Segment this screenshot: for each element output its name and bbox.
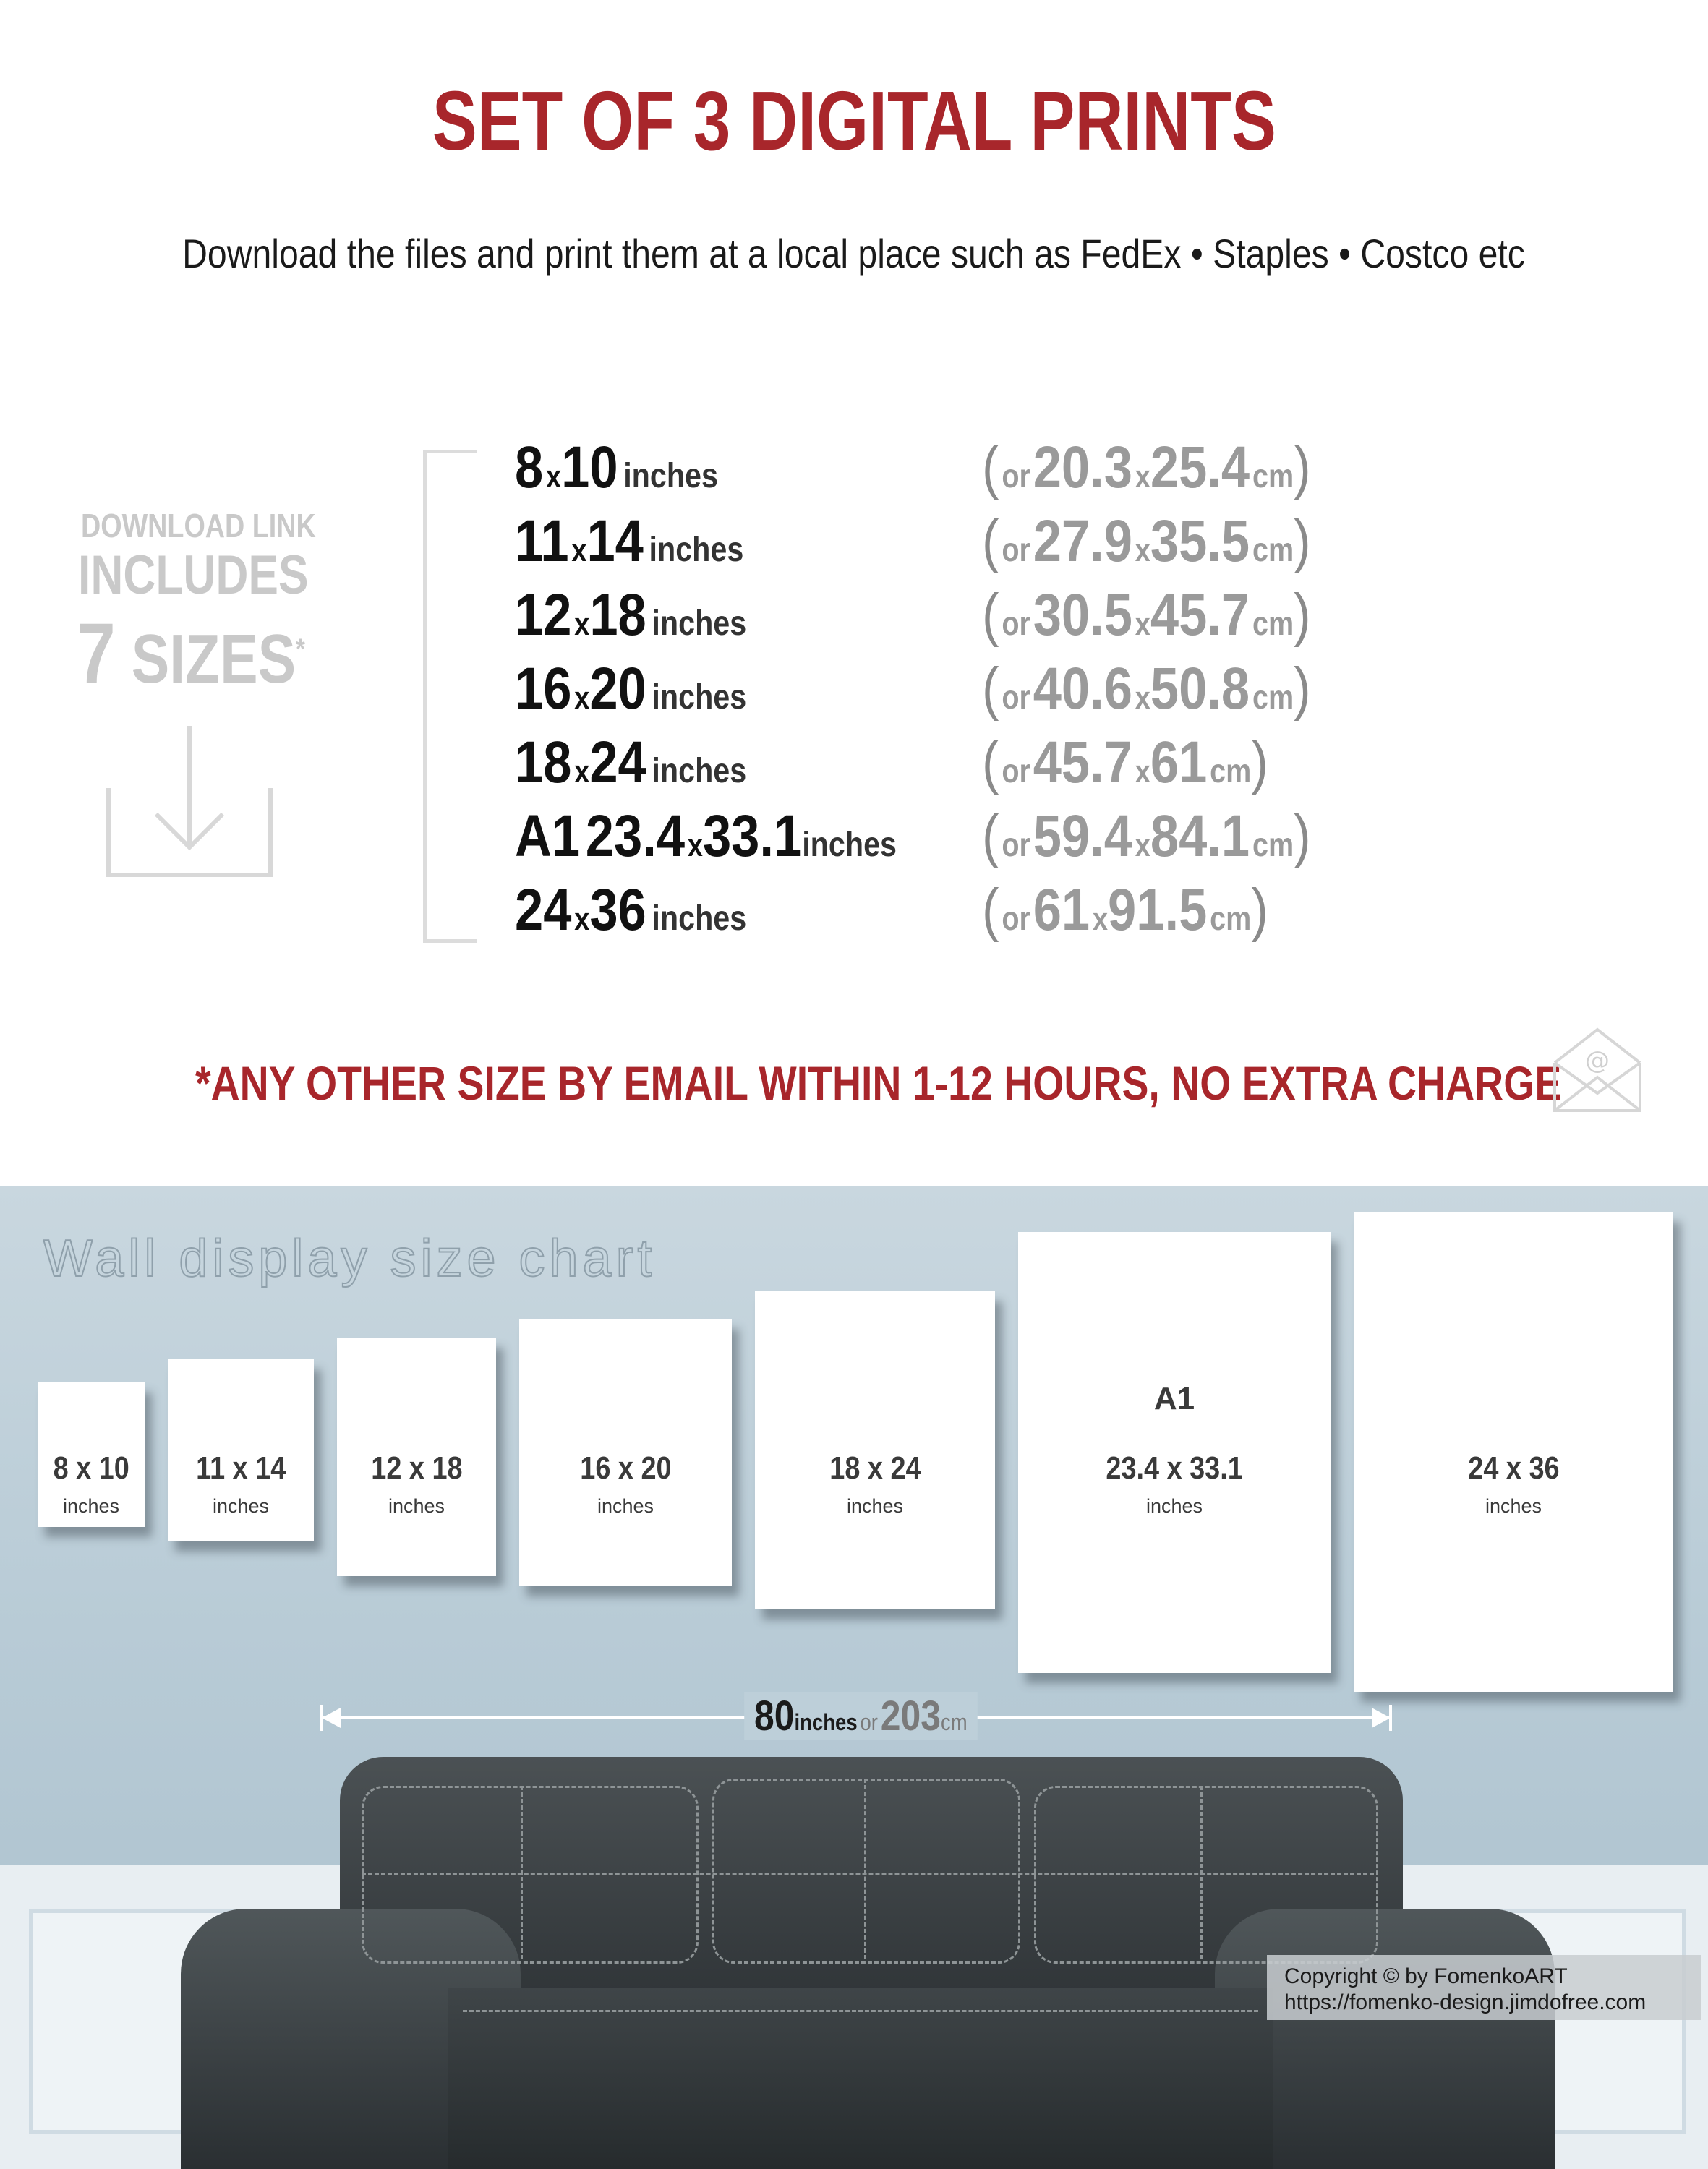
size-cm-width: 27.9 bbox=[1033, 508, 1132, 574]
frame-series-label: A1 bbox=[1153, 1381, 1195, 1416]
size-width: 24 bbox=[515, 877, 572, 943]
size-x: x bbox=[574, 607, 590, 642]
size-cm-width: 20.3 bbox=[1033, 435, 1132, 500]
arrow-right-icon bbox=[1372, 1708, 1391, 1728]
frame-6 bbox=[1018, 1232, 1331, 1673]
size-cm-width: 30.5 bbox=[1033, 582, 1132, 648]
size-cm-unit: cm bbox=[1210, 899, 1252, 937]
size-cm-height: 25.4 bbox=[1150, 435, 1250, 500]
size-x: x bbox=[1135, 533, 1150, 568]
size-x: x bbox=[571, 533, 587, 568]
size-unit: inches bbox=[652, 678, 747, 716]
size-cm-height: 61 bbox=[1150, 730, 1208, 795]
size-cm: ( or 45.7 x61 cm) bbox=[982, 730, 1268, 795]
size-inches bbox=[515, 434, 718, 502]
frame-size-label: 11 x 14 bbox=[195, 1450, 286, 1486]
size-cm-unit: cm bbox=[1252, 531, 1294, 568]
size-row bbox=[0, 655, 1446, 727]
size-row bbox=[0, 729, 1446, 801]
size-x: x bbox=[1092, 902, 1109, 937]
size-row bbox=[0, 876, 1446, 949]
size-inches bbox=[515, 876, 746, 944]
size-or: or bbox=[1002, 899, 1030, 937]
size-row bbox=[0, 803, 1446, 875]
subtitle: Download the files and print them at a local place such as FedEx • Staples • Costco etc bbox=[182, 231, 1526, 276]
size-width: 11 bbox=[515, 508, 569, 574]
size-x: x bbox=[574, 754, 590, 790]
size-unit: inches bbox=[652, 899, 747, 938]
size-inches bbox=[515, 508, 743, 576]
frame-unit-label: inches bbox=[597, 1495, 654, 1517]
size-x: x bbox=[1135, 607, 1150, 642]
frame-size-label: 24 x 36 bbox=[1467, 1450, 1560, 1486]
chart-title: Wall display size chart bbox=[43, 1230, 657, 1288]
custom-size-note: *ANY OTHER SIZE BY EMAIL WITHIN 1-12 HOURS, NO EXTRA CHARGE bbox=[195, 1056, 1562, 1110]
size-height: 10 bbox=[561, 435, 618, 500]
copyright-url: https://fomenko-design.jimdofree.com bbox=[1284, 1990, 1647, 2014]
frame-unit-label: inches bbox=[62, 1495, 120, 1517]
badge-sizes-label: SIZES bbox=[131, 620, 296, 698]
size-cm: ( or 30.5 x45.7 cm) bbox=[982, 582, 1311, 648]
size-row bbox=[0, 508, 1446, 580]
frame-size-label: 16 x 20 bbox=[579, 1450, 672, 1486]
frame-3 bbox=[337, 1338, 496, 1576]
size-cm-unit: cm bbox=[1252, 457, 1294, 495]
size-cm: ( or 59.4 x84.1 cm) bbox=[982, 803, 1311, 869]
frame-unit-label: inches bbox=[1485, 1495, 1542, 1517]
size-cm-height: 45.7 bbox=[1150, 582, 1250, 648]
frame-unit-label: inches bbox=[846, 1495, 904, 1517]
frame-7 bbox=[1354, 1212, 1673, 1692]
email-icon bbox=[1552, 1027, 1643, 1115]
size-unit: inches bbox=[623, 457, 718, 495]
size-width: 23.4 bbox=[585, 803, 686, 869]
size-height: 36 bbox=[589, 877, 646, 943]
size-width: 16 bbox=[515, 656, 572, 722]
size-prefix: A1 bbox=[515, 803, 581, 869]
svg-text:@: @ bbox=[1585, 1046, 1610, 1075]
frame-4 bbox=[519, 1319, 732, 1586]
frame-unit-label: inches bbox=[212, 1495, 270, 1517]
size-inches bbox=[515, 581, 746, 649]
frame-size-label: 23.4 x 33.1 bbox=[1106, 1450, 1243, 1486]
copyright-box bbox=[1267, 1955, 1701, 2020]
size-cm-unit: cm bbox=[1210, 752, 1252, 790]
wall-display-section bbox=[0, 1186, 1708, 2169]
badge-includes: INCLUDES bbox=[78, 544, 309, 606]
size-cm-width: 61 bbox=[1033, 877, 1090, 943]
size-x: x bbox=[574, 680, 590, 716]
frame-size-label: 18 x 24 bbox=[829, 1450, 921, 1486]
size-cm-unit: cm bbox=[1252, 678, 1294, 716]
size-cm-unit: cm bbox=[1252, 826, 1294, 863]
size-height: 14 bbox=[586, 508, 644, 574]
size-cm-width: 45.7 bbox=[1033, 730, 1132, 795]
size-row bbox=[0, 434, 1446, 506]
badge-count: 7 bbox=[77, 606, 116, 701]
size-cm-unit: cm bbox=[1252, 604, 1294, 642]
size-cm: ( or 40.6 x50.8 cm) bbox=[982, 656, 1311, 722]
size-x: x bbox=[1135, 680, 1150, 716]
size-unit: inches bbox=[649, 531, 744, 569]
size-or: or bbox=[1002, 678, 1030, 716]
size-cm-height: 91.5 bbox=[1108, 877, 1208, 943]
badge-download-link: DOWNLOAD LINK bbox=[81, 507, 316, 544]
size-cm-height: 84.1 bbox=[1150, 803, 1250, 869]
copyright-line: Copyright © by FomenkoART bbox=[1284, 1964, 1568, 1988]
size-width: 12 bbox=[515, 582, 572, 648]
size-or: or bbox=[1002, 531, 1030, 568]
size-unit: inches bbox=[652, 604, 747, 643]
size-x: x bbox=[687, 828, 703, 863]
size-unit: inches bbox=[802, 826, 897, 864]
size-width: 18 bbox=[515, 730, 572, 795]
frame-5 bbox=[755, 1291, 995, 1609]
size-cm-height: 50.8 bbox=[1150, 656, 1250, 722]
frame-unit-label: inches bbox=[388, 1495, 445, 1517]
size-cm-width: 59.4 bbox=[1033, 803, 1132, 869]
size-or: or bbox=[1002, 752, 1030, 790]
size-x: x bbox=[546, 459, 562, 495]
size-cm: ( or 61 x91.5 cm) bbox=[982, 877, 1268, 943]
size-height: 18 bbox=[589, 582, 646, 648]
frame-unit-label: inches bbox=[1145, 1495, 1203, 1517]
size-x: x bbox=[574, 902, 590, 937]
size-inches bbox=[515, 803, 897, 870]
frame-2 bbox=[168, 1359, 314, 1541]
size-inches bbox=[515, 655, 746, 723]
size-inches bbox=[515, 729, 746, 797]
measure-label: 80inches or 203cm bbox=[716, 1692, 1005, 1740]
size-x: x bbox=[1135, 754, 1150, 790]
size-height: 24 bbox=[589, 730, 646, 795]
size-x: x bbox=[1135, 828, 1150, 863]
size-cm: ( or 20.3 x25.4 cm) bbox=[982, 435, 1311, 500]
size-unit: inches bbox=[652, 752, 747, 790]
size-cm-width: 40.6 bbox=[1033, 656, 1132, 722]
size-width: 8 bbox=[515, 435, 544, 500]
badge-asterisk: * bbox=[296, 633, 305, 665]
page-title: SET OF 3 DIGITAL PRINTS bbox=[432, 74, 1276, 168]
frame-size-label: 12 x 18 bbox=[370, 1450, 463, 1486]
arrow-left-icon bbox=[322, 1708, 341, 1728]
frame-1 bbox=[38, 1382, 145, 1527]
size-row bbox=[0, 581, 1446, 654]
frame-size-label: 8 x 10 bbox=[53, 1450, 129, 1486]
size-or: or bbox=[1002, 457, 1030, 495]
size-or: or bbox=[1002, 604, 1030, 642]
size-cm: ( or 27.9 x35.5 cm) bbox=[982, 508, 1311, 574]
size-x: x bbox=[1135, 459, 1150, 495]
size-or: or bbox=[1002, 826, 1030, 863]
size-height: 33.1 bbox=[702, 803, 803, 869]
size-height: 20 bbox=[589, 656, 646, 722]
size-cm-height: 35.5 bbox=[1150, 508, 1250, 574]
